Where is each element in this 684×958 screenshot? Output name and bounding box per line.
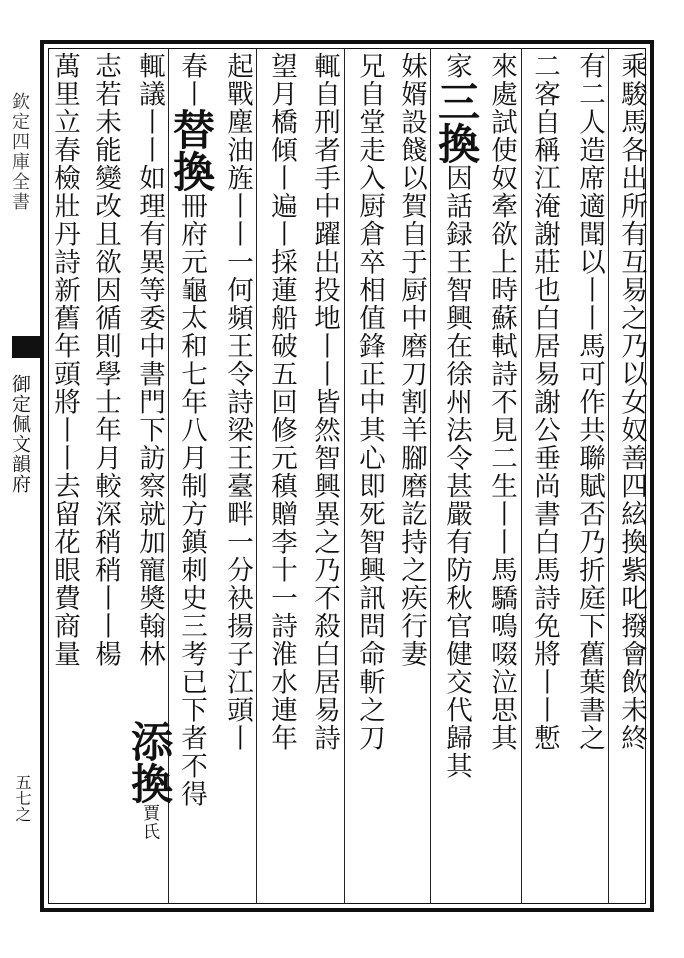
text-column — [392, 52, 430, 902]
text-column — [86, 52, 124, 902]
column-text: 府元龜太和七年八月制方鎮刺史三考已下者不得 — [176, 220, 207, 808]
text-column — [350, 52, 388, 902]
column-divider — [256, 48, 257, 904]
column-text: 有二人造席適聞以丨丨馬可作共聯賦否乃折庭下舊葉書之 — [574, 52, 605, 752]
column-text: 望月橋傾丨遍丨採蓮船破五回修元稹贈李十一詩淮水連年 — [266, 52, 297, 752]
text-column — [570, 52, 608, 902]
text-column — [125, 720, 174, 900]
column-divider — [521, 48, 522, 904]
text-column — [45, 52, 83, 902]
headword: 三換 — [432, 80, 481, 164]
column-text: 萬里立春檢壯丹詩新舊年頭將丨丨去留花眼費商量 — [49, 52, 80, 668]
column-text: 妹婿設餞以賀自于厨中磨刀割羊腳磨訖持之疾行妻 — [396, 52, 427, 668]
column-text: 家 — [441, 52, 472, 80]
headword: 添換 — [125, 720, 174, 804]
text-column — [305, 52, 343, 902]
column-text: 二客自稱江淹謝莊也白居易謝公垂尚書白馬詩免將丨丨慙 — [529, 52, 560, 752]
headword: 替換 — [167, 108, 216, 192]
column-text: 賈氏 — [139, 804, 159, 841]
text-column — [525, 52, 563, 902]
text-column — [432, 52, 481, 902]
text-column — [482, 52, 520, 902]
margin-book-title: 御定佩文韻府 — [9, 374, 31, 494]
column-text: 冊 — [176, 192, 207, 220]
column-text: 輒自刑者手中躍出投地丨丨皆然智興異之乃不殺白居易詩 — [309, 52, 340, 752]
page-number: 五七之 — [13, 774, 32, 822]
column-text: 因 — [441, 164, 472, 192]
text-column — [612, 52, 650, 902]
column-divider — [344, 48, 345, 904]
column-text: 春丨 — [176, 52, 207, 108]
column-text: 輒議丨丨如理有異等委中書門下訪察就加寵奬翰林 — [134, 52, 165, 668]
column-text: 話録王智興在徐州法令甚嚴有防秋官健交代歸其 — [441, 192, 472, 780]
column-text: 起戰塵油旌丨丨一何頻王令詩梁王臺畔一分袂揚子江頭丨 — [222, 52, 253, 752]
column-text: 來處試使奴牽欲上時蘇軾詩不見二生丨丨馬驕鳴啜泣思其 — [486, 52, 517, 752]
text-column — [167, 52, 216, 902]
column-divider — [430, 48, 431, 904]
column-text: 兄自堂走入厨倉卒相值鋒正中其心即死智興訊問命斬之刀 — [354, 52, 385, 752]
fishtail-mark — [12, 336, 40, 358]
book-margin — [0, 44, 40, 912]
margin-series-title: 欽定四庫全書 — [9, 92, 30, 212]
text-column — [218, 52, 256, 902]
column-text: 乘駿馬各出所有互易之乃以女奴善四絃換紫叱撥會飲未終 — [616, 52, 647, 752]
text-column — [262, 52, 300, 902]
column-text: 志若未能變改且欲因循則學士年月較深稍稍丨丨楊 — [90, 52, 121, 668]
column-divider — [608, 48, 609, 904]
